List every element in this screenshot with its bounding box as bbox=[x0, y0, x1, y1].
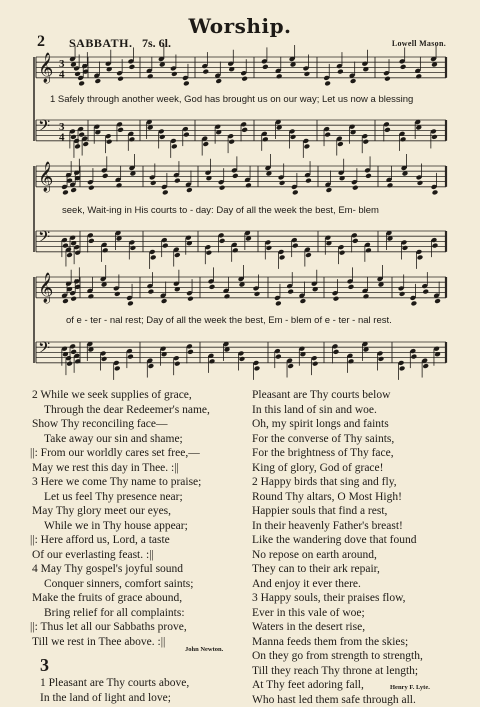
note-head bbox=[350, 78, 357, 84]
lyrics-line-1: 1 Safely through another week, God has brought us on our way; Let us now a blessing bbox=[50, 94, 413, 105]
note-head bbox=[337, 69, 344, 75]
note-head bbox=[422, 289, 429, 295]
note-head bbox=[161, 298, 168, 304]
note-head bbox=[305, 252, 312, 258]
note-head bbox=[215, 78, 222, 84]
note-head bbox=[101, 356, 108, 362]
verse-line: Bring relief for all complaints: bbox=[32, 606, 210, 621]
time-signature-bottom: 4 bbox=[59, 69, 65, 81]
note-head bbox=[187, 296, 194, 302]
note-head bbox=[102, 247, 109, 253]
note-head bbox=[339, 250, 346, 256]
verse-line: Till they reach Thy throne at length; bbox=[252, 664, 423, 679]
note-head bbox=[129, 136, 136, 142]
note-head bbox=[106, 139, 113, 145]
note-head bbox=[127, 354, 134, 360]
note-head bbox=[333, 296, 340, 302]
note-head bbox=[402, 245, 409, 251]
note-head bbox=[312, 361, 319, 367]
note-head bbox=[209, 358, 216, 364]
note-head bbox=[432, 243, 439, 249]
note-head bbox=[117, 127, 124, 133]
note-head bbox=[162, 243, 169, 249]
treble-clef-icon: 𝄞 bbox=[38, 161, 53, 193]
note-head bbox=[202, 141, 209, 147]
note-head bbox=[378, 356, 385, 362]
note-head bbox=[94, 78, 101, 84]
note-head bbox=[399, 365, 406, 371]
bass-clef-icon: 𝄢 bbox=[38, 339, 50, 361]
note-head bbox=[62, 298, 69, 304]
verse-line: And enjoy it ever there. bbox=[252, 577, 423, 592]
verse-line: 4 May Thy gospel's joyful sound bbox=[32, 562, 210, 577]
note-head bbox=[66, 252, 73, 258]
note-head bbox=[352, 185, 359, 191]
note-head bbox=[130, 245, 137, 251]
note-head bbox=[384, 76, 391, 82]
time-signature-top: 3 bbox=[59, 58, 65, 70]
verse-line: They can to their ark repair, bbox=[252, 562, 423, 577]
verse-line: 3 Here we come Thy name to praise; bbox=[32, 475, 210, 490]
note-head bbox=[183, 132, 190, 138]
note-head bbox=[279, 254, 286, 260]
verse-line: Waters in the desert rise, bbox=[252, 620, 423, 635]
verse-line: King of glory, God of grace! bbox=[252, 461, 423, 476]
note-head bbox=[254, 291, 261, 297]
verse-line: In this land of sin and woe. bbox=[252, 403, 423, 418]
note-head bbox=[362, 139, 369, 145]
verse-line: Till we rest in Thee above. :|| bbox=[32, 635, 210, 650]
note-head bbox=[348, 358, 355, 364]
note-head bbox=[88, 185, 95, 191]
note-head bbox=[411, 300, 418, 306]
verse-line: May we rest this day in Thee. :|| bbox=[32, 461, 210, 476]
note-head bbox=[287, 289, 294, 295]
verses-hymn-3 bbox=[252, 388, 423, 707]
note-head bbox=[365, 247, 372, 253]
note-head bbox=[241, 76, 248, 82]
note-head bbox=[292, 189, 299, 195]
note-head bbox=[287, 363, 294, 369]
verse-line: ||: Here afford us, Lord, a taste bbox=[30, 533, 210, 548]
note-head bbox=[279, 180, 286, 186]
verse-line: Pleasant are Thy courts below bbox=[252, 388, 423, 403]
note-head bbox=[276, 73, 283, 79]
meter: 7s. 6l. bbox=[142, 36, 171, 51]
verse-line: Make the fruits of grace abound, bbox=[32, 591, 210, 606]
verses-hymn-2 bbox=[32, 388, 210, 649]
bass-clef-icon: 𝄢 bbox=[38, 228, 50, 250]
hymn-number: 2 bbox=[37, 33, 45, 51]
note-head bbox=[275, 354, 282, 360]
note-head bbox=[232, 173, 239, 179]
time-signature-top: 3 bbox=[59, 121, 65, 133]
note-head bbox=[266, 245, 273, 251]
verse-line: Take away our sin and shame; bbox=[32, 432, 210, 447]
note-head bbox=[171, 143, 178, 149]
verse-line: Let us feel Thy presence near; bbox=[32, 490, 210, 505]
note-head bbox=[432, 189, 439, 195]
note-head bbox=[88, 293, 95, 299]
verse-line: 3 Happy souls, their praises flow, bbox=[252, 591, 423, 606]
verse-line: No repose on earth around, bbox=[252, 548, 423, 563]
time-signature-bottom: 4 bbox=[59, 132, 65, 144]
note-head bbox=[88, 238, 95, 244]
verse-line: 2 Happy birds that sing and fly, bbox=[252, 475, 423, 490]
note-head bbox=[324, 132, 331, 138]
verse-line: For the brightness of Thy face, bbox=[252, 446, 423, 461]
note-head bbox=[148, 289, 155, 295]
note-head bbox=[82, 141, 89, 147]
note-head bbox=[417, 254, 424, 260]
author-hymn-2: John Newton. bbox=[185, 646, 223, 653]
note-head bbox=[348, 284, 355, 290]
tune-name: SABBATH. bbox=[69, 36, 132, 51]
note-head bbox=[352, 238, 359, 244]
verse-line: ||: Thus let all our Sabbaths prove, bbox=[30, 620, 210, 635]
note-head bbox=[415, 73, 422, 79]
note-head bbox=[363, 293, 370, 299]
note-head bbox=[262, 64, 269, 70]
verse-line: Of our everlasting feast. :|| bbox=[32, 548, 210, 563]
note-head bbox=[150, 254, 157, 260]
note-head bbox=[174, 361, 181, 367]
treble-clef-icon: 𝄞 bbox=[38, 52, 53, 84]
note-head bbox=[384, 127, 391, 133]
note-head bbox=[78, 80, 85, 86]
note-head bbox=[114, 291, 121, 297]
bass-clef-icon: 𝄢 bbox=[38, 117, 50, 139]
note-head bbox=[116, 182, 123, 188]
verse-line: Like the wandering dove that found bbox=[252, 533, 423, 548]
note-head bbox=[400, 64, 407, 70]
verse-line: ||: From our worldly cares set free,— bbox=[30, 446, 210, 461]
note-head bbox=[305, 178, 312, 184]
note-head bbox=[422, 363, 429, 369]
verse-line: Happier souls that find a rest, bbox=[252, 504, 423, 519]
note-head bbox=[117, 76, 124, 82]
note-head bbox=[239, 356, 246, 362]
author-hymn-3: Henry F. Lyte. bbox=[390, 684, 430, 691]
note-head bbox=[70, 296, 77, 302]
note-head bbox=[219, 238, 226, 244]
note-head bbox=[224, 293, 231, 299]
note-head bbox=[245, 182, 252, 188]
note-head bbox=[159, 134, 166, 140]
verse-line: Manna feeds them from the skies; bbox=[252, 635, 423, 650]
note-head bbox=[187, 349, 194, 355]
note-head bbox=[324, 80, 331, 86]
verse-line: Who hast led them safe through all. bbox=[252, 693, 423, 707]
note-head bbox=[300, 298, 307, 304]
note-head bbox=[241, 127, 248, 133]
note-head bbox=[209, 284, 216, 290]
lyrics-line-2: seek, Wait-ing in His courts to - day: Day of all the week the best, Em- blem bbox=[62, 205, 379, 216]
note-head bbox=[417, 180, 424, 186]
note-head bbox=[174, 178, 181, 184]
verse-line: 1 Pleasant are Thy courts above, bbox=[40, 676, 189, 691]
note-head bbox=[275, 300, 282, 306]
note-head bbox=[431, 134, 438, 140]
section-title: Worship. bbox=[0, 14, 480, 38]
verse-line: Conquer sinners, comfort saints; bbox=[32, 577, 210, 592]
note-head bbox=[186, 187, 193, 193]
note-head bbox=[228, 139, 235, 145]
note-head bbox=[399, 291, 406, 297]
note-head bbox=[434, 298, 441, 304]
note-head bbox=[174, 252, 181, 258]
note-head bbox=[337, 141, 344, 147]
note-head bbox=[254, 365, 261, 371]
note-head bbox=[129, 64, 136, 70]
note-head bbox=[333, 349, 340, 355]
verse-line: In the land of light and love; bbox=[40, 691, 189, 706]
note-head bbox=[202, 69, 209, 75]
note-head bbox=[183, 80, 190, 86]
note-head bbox=[290, 134, 297, 140]
note-head bbox=[62, 189, 69, 195]
verse-line: On they go from strength to strength, bbox=[252, 649, 423, 664]
verse-line: Show Thy reconciling face— bbox=[32, 417, 210, 432]
note-head bbox=[219, 185, 226, 191]
note-head bbox=[411, 354, 418, 360]
verse-line: May Thy glory meet our eyes, bbox=[32, 504, 210, 519]
note-head bbox=[326, 187, 333, 193]
note-head bbox=[304, 71, 311, 77]
note-head bbox=[102, 173, 109, 179]
note-head bbox=[387, 182, 394, 188]
verse-line: While we in Thy house appear; bbox=[32, 519, 210, 534]
note-head bbox=[292, 243, 299, 249]
note-head bbox=[171, 71, 178, 77]
note-head bbox=[147, 73, 154, 79]
note-head bbox=[74, 143, 81, 149]
note-head bbox=[127, 300, 134, 306]
note-head bbox=[206, 250, 213, 256]
hymn-3-number: 3 bbox=[40, 655, 49, 676]
note-head bbox=[232, 247, 239, 253]
lyrics-line-3: of e - ter - nal rest; Day of all the week the best, Em - blem of e - ter - nal rest. bbox=[66, 315, 392, 326]
note-head bbox=[66, 361, 73, 367]
note-head bbox=[148, 363, 155, 369]
verse-line: Through the dear Redeemer's name, bbox=[32, 403, 210, 418]
verse-line: For the converse of Thy saints, bbox=[252, 432, 423, 447]
verse-line: In their heavenly Father's breast! bbox=[252, 519, 423, 534]
note-head bbox=[114, 365, 121, 371]
verse-line: Ever in this vale of woe; bbox=[252, 606, 423, 621]
note-head bbox=[304, 143, 311, 149]
hymn-3-opening bbox=[40, 676, 189, 705]
note-head bbox=[162, 189, 169, 195]
treble-clef-icon: 𝄞 bbox=[38, 272, 53, 304]
note-head bbox=[70, 187, 77, 193]
note-head bbox=[365, 173, 372, 179]
verse-line: Round Thy altars, O Most High! bbox=[252, 490, 423, 505]
verse-line: 2 While we seek supplies of grace, bbox=[32, 388, 210, 403]
verse-line: At Thy feet adoring fall, bbox=[252, 678, 423, 693]
note-head bbox=[150, 180, 157, 186]
verse-line: Oh, my spirit longs and faints bbox=[252, 417, 423, 432]
note-head bbox=[400, 136, 407, 142]
composer-credit: Lowell Mason. bbox=[392, 39, 446, 48]
note-head bbox=[262, 136, 269, 142]
